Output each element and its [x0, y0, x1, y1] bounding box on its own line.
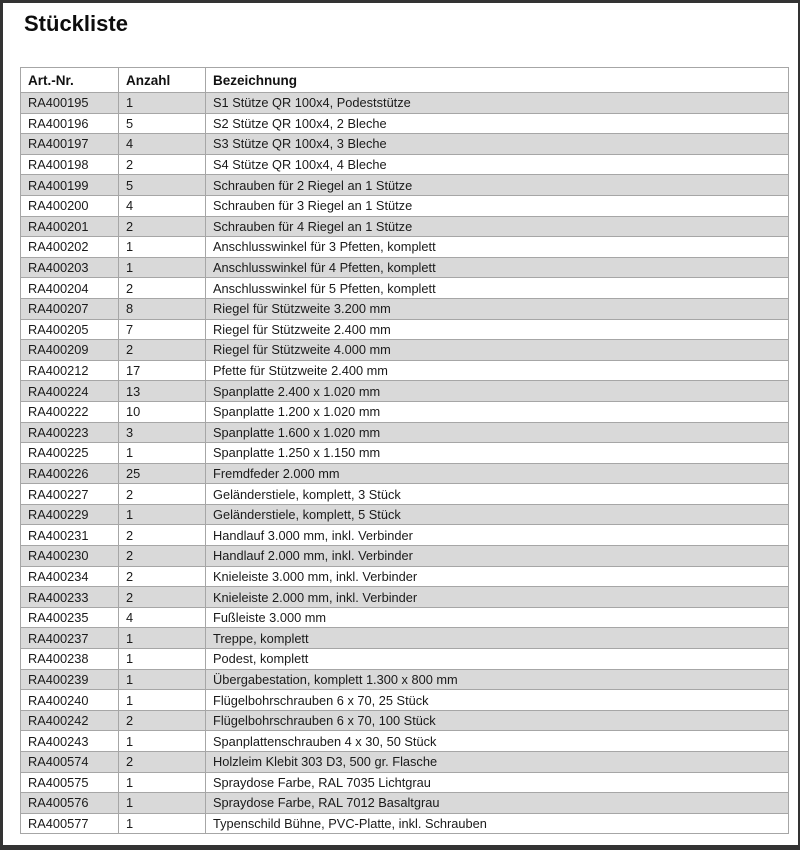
anzahl-cell: 2 [119, 525, 206, 546]
bezeichnung-cell: Podest, komplett [206, 649, 789, 670]
art-nr-cell: RA400199 [21, 175, 119, 196]
table-body [21, 93, 789, 834]
art-nr-cell: RA400196 [21, 113, 119, 134]
art-nr-cell: RA400229 [21, 504, 119, 525]
table-row [21, 587, 789, 608]
table-row [21, 731, 789, 752]
art-nr-cell: RA400233 [21, 587, 119, 608]
bezeichnung-cell: Typenschild Bühne, PVC-Platte, inkl. Schrauben [206, 813, 789, 834]
art-nr-cell: RA400238 [21, 649, 119, 670]
art-nr-cell: RA400577 [21, 813, 119, 834]
art-nr-cell: RA400195 [21, 93, 119, 114]
bezeichnung-cell: Übergabestation, komplett 1.300 x 800 mm [206, 669, 789, 690]
bezeichnung-cell: Knieleiste 3.000 mm, inkl. Verbinder [206, 566, 789, 587]
table-header [21, 68, 789, 93]
table-row [21, 237, 789, 258]
art-nr-cell: RA400201 [21, 216, 119, 237]
art-nr-cell: RA400227 [21, 484, 119, 505]
bezeichnung-cell: S1 Stütze QR 100x4, Podeststütze [206, 93, 789, 114]
bezeichnung-cell: Riegel für Stützweite 4.000 mm [206, 340, 789, 361]
parts-list-table [20, 67, 789, 834]
art-nr-cell: RA400235 [21, 607, 119, 628]
table-row [21, 772, 789, 793]
art-nr-cell: RA400202 [21, 237, 119, 258]
anzahl-cell: 7 [119, 319, 206, 340]
bezeichnung-cell: Geländerstiele, komplett, 3 Stück [206, 484, 789, 505]
anzahl-cell: 4 [119, 195, 206, 216]
bezeichnung-cell: Handlauf 3.000 mm, inkl. Verbinder [206, 525, 789, 546]
art-nr-cell: RA400203 [21, 257, 119, 278]
page-title: Stückliste [24, 11, 128, 36]
art-nr-cell: RA400223 [21, 422, 119, 443]
table-row [21, 628, 789, 649]
bezeichnung-cell: Handlauf 2.000 mm, inkl. Verbinder [206, 546, 789, 567]
bezeichnung-cell: Schrauben für 3 Riegel an 1 Stütze [206, 195, 789, 216]
table-row [21, 298, 789, 319]
bezeichnung-cell: Schrauben für 4 Riegel an 1 Stütze [206, 216, 789, 237]
bezeichnung-cell: Spraydose Farbe, RAL 7012 Basaltgrau [206, 793, 789, 814]
art-nr-cell: RA400209 [21, 340, 119, 361]
art-nr-cell: RA400230 [21, 546, 119, 567]
anzahl-cell: 2 [119, 340, 206, 361]
table-row [21, 340, 789, 361]
table-row [21, 360, 789, 381]
anzahl-cell: 5 [119, 113, 206, 134]
anzahl-cell: 2 [119, 484, 206, 505]
art-nr-cell: RA400574 [21, 752, 119, 773]
art-nr-cell: RA400207 [21, 298, 119, 319]
table-row [21, 93, 789, 114]
column-header-anzahl: Anzahl [119, 68, 206, 93]
anzahl-cell: 1 [119, 628, 206, 649]
anzahl-cell: 1 [119, 772, 206, 793]
table-row [21, 752, 789, 773]
bezeichnung-cell: Schrauben für 2 Riegel an 1 Stütze [206, 175, 789, 196]
art-nr-cell: RA400242 [21, 710, 119, 731]
art-nr-cell: RA400243 [21, 731, 119, 752]
table-row [21, 216, 789, 237]
bezeichnung-cell: Spanplatte 1.250 x 1.150 mm [206, 443, 789, 464]
anzahl-cell: 1 [119, 504, 206, 525]
anzahl-cell: 3 [119, 422, 206, 443]
table-row [21, 422, 789, 443]
table-row [21, 443, 789, 464]
table-row [21, 649, 789, 670]
anzahl-cell: 4 [119, 607, 206, 628]
art-nr-cell: RA400239 [21, 669, 119, 690]
anzahl-cell: 5 [119, 175, 206, 196]
art-nr-cell: RA400222 [21, 401, 119, 422]
bezeichnung-cell: S3 Stütze QR 100x4, 3 Bleche [206, 134, 789, 155]
art-nr-cell: RA400575 [21, 772, 119, 793]
table-row [21, 278, 789, 299]
anzahl-cell: 13 [119, 381, 206, 402]
art-nr-cell: RA400212 [21, 360, 119, 381]
table-row [21, 566, 789, 587]
art-nr-cell: RA400576 [21, 793, 119, 814]
art-nr-cell: RA400205 [21, 319, 119, 340]
bezeichnung-cell: Flügelbohrschrauben 6 x 70, 100 Stück [206, 710, 789, 731]
table-row [21, 463, 789, 484]
bezeichnung-cell: S2 Stütze QR 100x4, 2 Bleche [206, 113, 789, 134]
art-nr-cell: RA400200 [21, 195, 119, 216]
anzahl-cell: 2 [119, 587, 206, 608]
table-row [21, 257, 789, 278]
bezeichnung-cell: Riegel für Stützweite 2.400 mm [206, 319, 789, 340]
anzahl-cell: 1 [119, 237, 206, 258]
table-row [21, 154, 789, 175]
table-row [21, 195, 789, 216]
table-row [21, 319, 789, 340]
anzahl-cell: 10 [119, 401, 206, 422]
anzahl-cell: 1 [119, 669, 206, 690]
bezeichnung-cell: Geländerstiele, komplett, 5 Stück [206, 504, 789, 525]
anzahl-cell: 1 [119, 257, 206, 278]
table-row [21, 381, 789, 402]
art-nr-cell: RA400198 [21, 154, 119, 175]
table-row [21, 546, 789, 567]
anzahl-cell: 2 [119, 546, 206, 567]
table-row [21, 607, 789, 628]
anzahl-cell: 8 [119, 298, 206, 319]
art-nr-cell: RA400197 [21, 134, 119, 155]
bezeichnung-cell: Fußleiste 3.000 mm [206, 607, 789, 628]
anzahl-cell: 4 [119, 134, 206, 155]
anzahl-cell: 1 [119, 731, 206, 752]
table-row [21, 401, 789, 422]
table-row [21, 134, 789, 155]
anzahl-cell: 1 [119, 443, 206, 464]
bezeichnung-cell: Fremdfeder 2.000 mm [206, 463, 789, 484]
art-nr-cell: RA400240 [21, 690, 119, 711]
table-row [21, 813, 789, 834]
table-row [21, 113, 789, 134]
bezeichnung-cell: Spanplatte 2.400 x 1.020 mm [206, 381, 789, 402]
anzahl-cell: 2 [119, 710, 206, 731]
table-row [21, 504, 789, 525]
table-row [21, 690, 789, 711]
anzahl-cell: 2 [119, 216, 206, 237]
anzahl-cell: 2 [119, 154, 206, 175]
table-row [21, 669, 789, 690]
art-nr-cell: RA400224 [21, 381, 119, 402]
anzahl-cell: 25 [119, 463, 206, 484]
bezeichnung-cell: Knieleiste 2.000 mm, inkl. Verbinder [206, 587, 789, 608]
table-row [21, 484, 789, 505]
column-header-art-nr: Art.-Nr. [21, 68, 119, 93]
anzahl-cell: 1 [119, 690, 206, 711]
table-row [21, 175, 789, 196]
art-nr-cell: RA400204 [21, 278, 119, 299]
bezeichnung-cell: Anschlusswinkel für 4 Pfetten, komplett [206, 257, 789, 278]
art-nr-cell: RA400226 [21, 463, 119, 484]
table-row [21, 793, 789, 814]
column-header-bezeichnung: Bezeichnung [206, 68, 789, 93]
bezeichnung-cell: Flügelbohrschrauben 6 x 70, 25 Stück [206, 690, 789, 711]
anzahl-cell: 2 [119, 278, 206, 299]
art-nr-cell: RA400231 [21, 525, 119, 546]
bezeichnung-cell: Spraydose Farbe, RAL 7035 Lichtgrau [206, 772, 789, 793]
bezeichnung-cell: Anschlusswinkel für 5 Pfetten, komplett [206, 278, 789, 299]
bezeichnung-cell: Anschlusswinkel für 3 Pfetten, komplett [206, 237, 789, 258]
anzahl-cell: 2 [119, 752, 206, 773]
anzahl-cell: 1 [119, 649, 206, 670]
anzahl-cell: 1 [119, 793, 206, 814]
bezeichnung-cell: Holzleim Klebit 303 D3, 500 gr. Flasche [206, 752, 789, 773]
bezeichnung-cell: Spanplattenschrauben 4 x 30, 50 Stück [206, 731, 789, 752]
table-row [21, 710, 789, 731]
anzahl-cell: 1 [119, 93, 206, 114]
art-nr-cell: RA400225 [21, 443, 119, 464]
anzahl-cell: 17 [119, 360, 206, 381]
art-nr-cell: RA400237 [21, 628, 119, 649]
bezeichnung-cell: S4 Stütze QR 100x4, 4 Bleche [206, 154, 789, 175]
anzahl-cell: 2 [119, 566, 206, 587]
bezeichnung-cell: Riegel für Stützweite 3.200 mm [206, 298, 789, 319]
art-nr-cell: RA400234 [21, 566, 119, 587]
bezeichnung-cell: Spanplatte 1.200 x 1.020 mm [206, 401, 789, 422]
header-row [21, 68, 789, 93]
bezeichnung-cell: Spanplatte 1.600 x 1.020 mm [206, 422, 789, 443]
bezeichnung-cell: Pfette für Stützweite 2.400 mm [206, 360, 789, 381]
anzahl-cell: 1 [119, 813, 206, 834]
bezeichnung-cell: Treppe, komplett [206, 628, 789, 649]
table-row [21, 525, 789, 546]
